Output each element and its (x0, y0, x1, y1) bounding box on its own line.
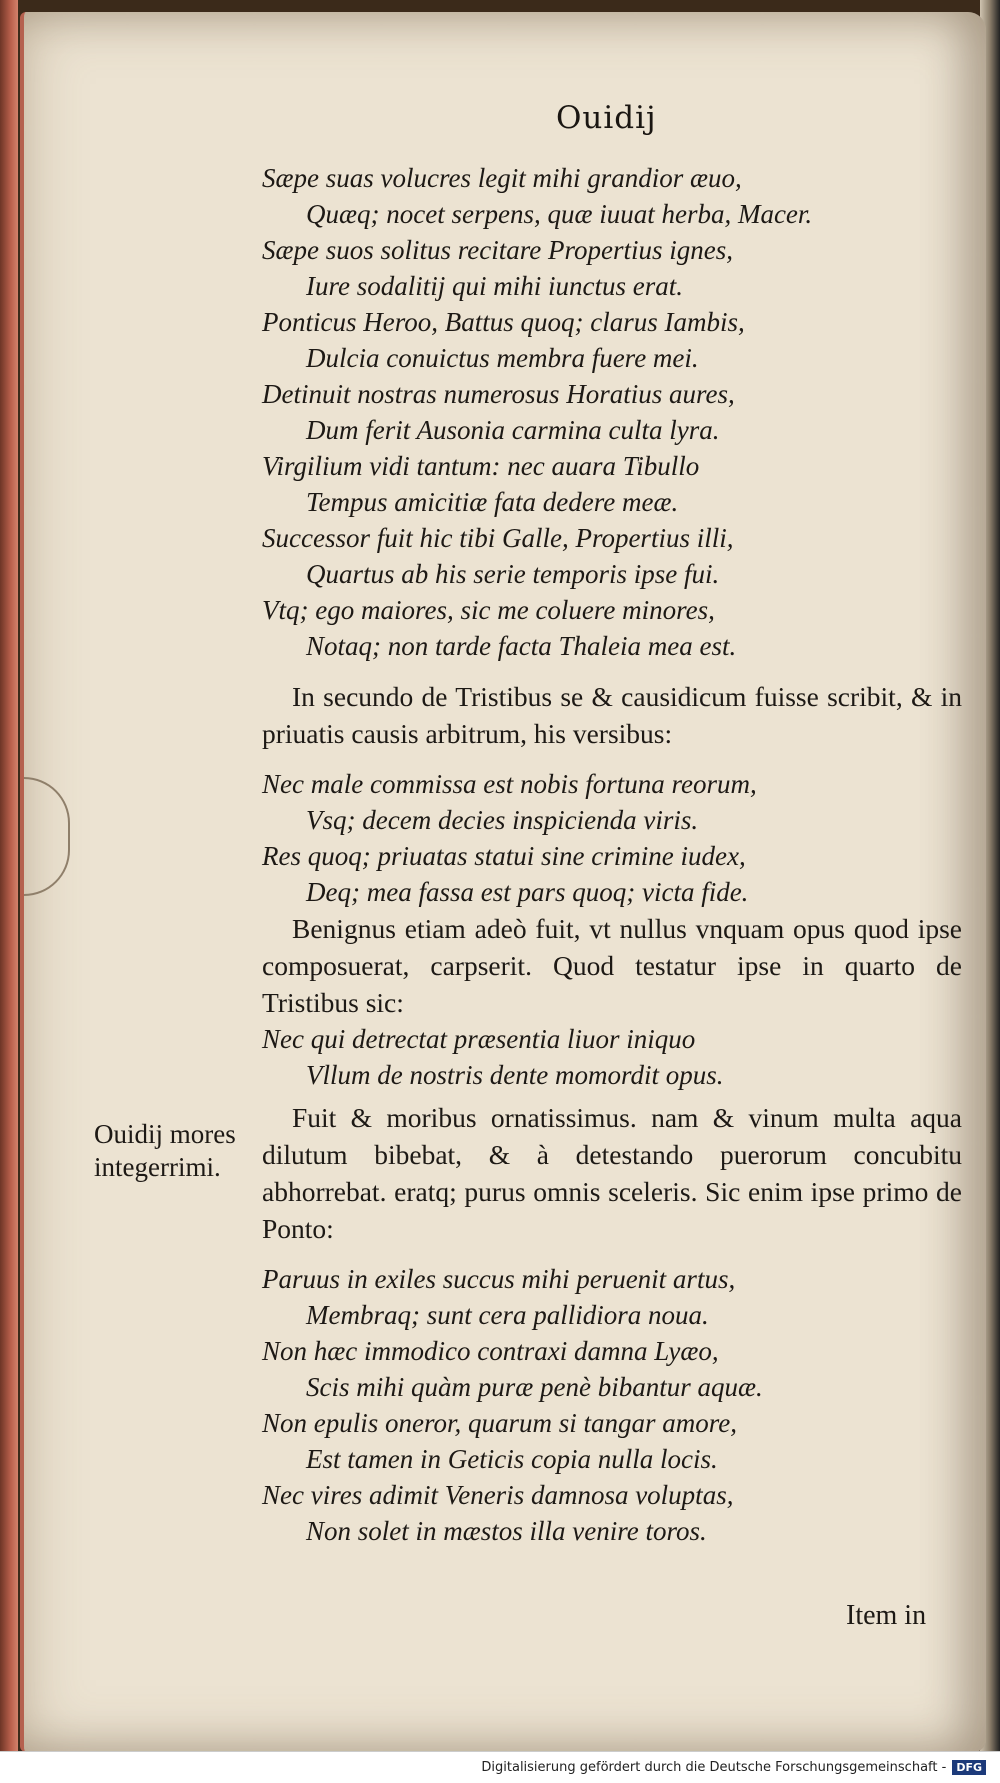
verse-line: Nec male commissa est nobis fortuna reorum, (262, 769, 757, 799)
verse-line: Dum ferit Ausonia carmina culta lyra. (306, 415, 720, 445)
verse-line: Successor fuit hic tibi Galle, Propertius illi, (262, 523, 734, 553)
prose-paragraph-2 (262, 910, 962, 1021)
catchword: Item in (846, 1600, 927, 1631)
verse-line: Vtq; ego maiores, sic me coluere minores, (262, 595, 715, 625)
verse-line: Notaq; non tarde facta Thaleia mea est. (306, 631, 737, 661)
prose-3-text: Fuit & moribus ornatissimus. nam & vinum multa aqua dilutum bibebat, & à detestando puerorum concubitu abhorrebat. eratq; purus omnis sceleris. Sic enim ipse primo de Ponto: (262, 1102, 962, 1244)
verse-line: Vsq; decem decies inspicienda viris. (306, 805, 699, 835)
dfg-logo: DFG (952, 1760, 986, 1775)
verse-line: Nec vires adimit Veneris damnosa voluptas, (262, 1480, 734, 1510)
verse-line: Detinuit nostras numerosus Horatius aures, (262, 379, 735, 409)
main-text-block (262, 160, 962, 1549)
verse-line: Est tamen in Geticis copia nulla locis. (306, 1444, 718, 1474)
verse-block-4 (262, 1261, 962, 1549)
page-clip-mark (24, 777, 70, 896)
verse-line: Vllum de nostris dente momordit opus. (306, 1060, 724, 1090)
verse-line: Dulcia conuictus membra fuere mei. (306, 343, 699, 373)
footer-text: Digitalisierung gefördert durch die Deutsche Forschungsgemeinschaft - (481, 1760, 947, 1775)
verse-line: Iure sodalitij qui mihi iunctus erat. (306, 271, 683, 301)
verse-block-2 (262, 766, 962, 910)
verse-line: Nec qui detrectat præsentia liuor iniquo (262, 1024, 696, 1054)
verse-line: Quæq; nocet serpens, quæ iuuat herba, Macer. (306, 199, 813, 229)
verse-line: Tempus amicitiæ fata dedere meæ. (306, 487, 679, 517)
prose-paragraph-3 (262, 1099, 962, 1247)
verse-line: Virgilium vidi tantum: nec auara Tibullo (262, 451, 700, 481)
verse-line: Deq; mea fassa est pars quoq; victa fide. (306, 877, 749, 907)
prose-1-text: In secundo de Tristibus se & causidicum fuisse scribit, & in priuatis causis arbitrum, his versibus: (262, 681, 962, 749)
verse-line: Sæpe suos solitus recitare Propertius ignes, (262, 235, 733, 265)
verse-line: Res quoq; priuatas statui sine crimine iudex, (262, 841, 746, 871)
verse-line: Non hæc immodico contraxi damna Lyæo, (262, 1336, 719, 1366)
verse-line: Membraq; sunt cera pallidiora noua. (306, 1300, 709, 1330)
verse-line: Non epulis oneror, quarum si tangar amore, (262, 1408, 738, 1438)
verse-line: Sæpe suas volucres legit mihi grandior æuo, (262, 163, 742, 193)
verse-block-3 (262, 1021, 962, 1093)
running-head: Ouidij (556, 100, 657, 136)
prose-2-text: Benignus etiam adeò fuit, vt nullus vnquam opus quod ipse composuerat, carpserit. Quod testatur ipse in quarto de Tristibus sic: (262, 913, 962, 1018)
verse-line: Ponticus Heroo, Battus quoq; clarus Iambis, (262, 307, 745, 337)
margin-note: Ouidij mores integerrimi. (94, 1119, 236, 1182)
verse-line: Quartus ab his serie temporis ipse fui. (306, 559, 720, 589)
digitization-footer (0, 1751, 1000, 1783)
prose-paragraph-1 (262, 678, 962, 752)
book-spine (0, 0, 18, 1783)
verse-line: Non solet in mæstos illa venire toros. (306, 1516, 707, 1546)
verse-line: Scis mihi quàm puræ penè bibantur aquæ. (306, 1372, 763, 1402)
verse-line: Paruus in exiles succus mihi peruenit artus, (262, 1264, 736, 1294)
verse-block-1 (262, 160, 962, 664)
